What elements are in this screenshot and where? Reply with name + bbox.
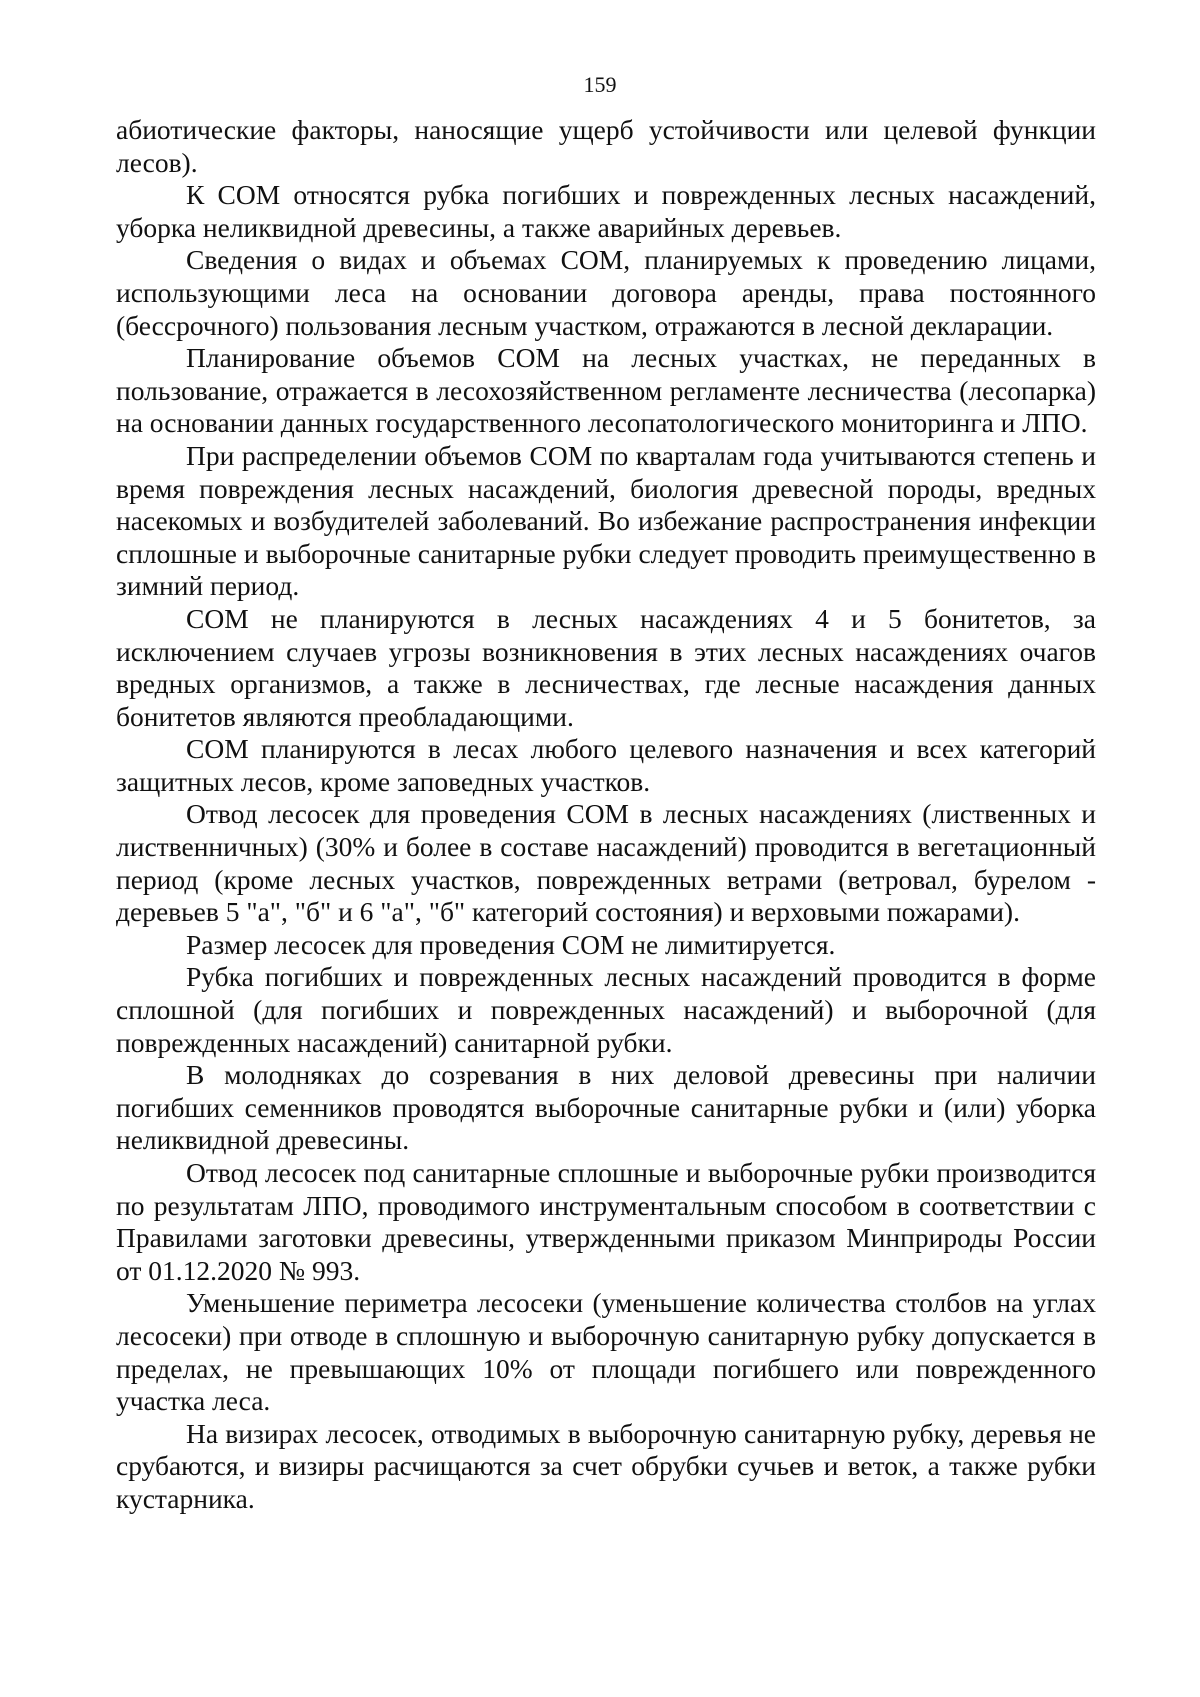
paragraph: К СОМ относятся рубка погибших и поврежденных лесных насаждений, уборка неликвидной древесины, а также аварийных деревьев. [116,179,1096,243]
paragraph: Планирование объемов СОМ на лесных участках, не переданных в пользование, отражается в лесохозяйственном регламенте лесничества (лесопарка) на основании данных государственного лесопатологического мониторинга и ЛПО. [116,342,1096,439]
paragraph: В молодняках до созревания в них деловой древесины при наличии погибших семенников проводятся выборочные санитарные рубки и (или) уборка неликвидной древесины. [116,1059,1096,1156]
paragraph: Отвод лесосек под санитарные сплошные и выборочные рубки производится по результатам ЛПО, проводимого инструментальным способом в соответствии с Правилами заготовки древесины, утвержденными приказом Минприроды России от 01.12.2020 № 993. [116,1157,1096,1286]
paragraph: Размер лесосек для проведения СОМ не лимитируется. [186,928,836,960]
paragraph: Сведения о видах и объемах СОМ, планируемых к проведению лицами, использующими леса на основании договора аренды, права постоянного (бессрочного) пользования лесным участком, отражаются в лесной декларации. [116,244,1096,341]
paragraph: Уменьшение периметра лесосеки (уменьшение количества столбов на углах лесосеки) при отводе в сплошную и выборочную санитарную рубку допускается в пределах, не превышающих 10% от площади погибшего или поврежденного участка леса. [116,1287,1096,1417]
document-body [116,114,1096,1516]
paragraph: При распределении объемов СОМ по кварталам года учитываются степень и время повреждения лесных насаждений, биология древесной породы, вредных насекомых и возбудителей заболеваний. Во избежание распространения инфекции сплошные и выборочные санитарные рубки следует проводить преимущественно в зимний период. [116,439,1096,602]
paragraph: СОМ не планируются в лесных насаждениях 4 и 5 бонитетов, за исключением случаев угрозы возникновения в этих лесных насаждениях очагов вредных организмов, а также в лесничествах, где лесные насаждения данных бонитетов являются преобладающими. [116,602,1096,732]
paragraph: На визирах лесосек, отводимых в выборочную санитарную рубку, деревья не срубаются, и визиры расчищаются за счет обрубки сучьев и веток, а также рубки кустарника. [116,1417,1096,1514]
page-number: 159 [583,72,617,97]
paragraph: абиотические факторы, наносящие ущерб устойчивости или целевой функции лесов). [116,114,1096,178]
paragraph: Рубка погибших и поврежденных лесных насаждений проводится в форме сплошной (для погибших и поврежденных насаждений) и выборочной (для поврежденных насаждений) санитарной рубки. [116,961,1096,1058]
paragraph: Отвод лесосек для проведения СОМ в лесных насаждениях (лиственных и лиственничных) (30% и более в составе насаждений) проводится в вегетационный период (кроме лесных участков, поврежденных ветрами (ветровал, бурелом - деревьев 5 "а", "б" и 6 "а", "б" категорий состояния) и верховыми пожарами). [116,798,1096,928]
paragraph: СОМ планируются в лесах любого целевого назначения и всех категорий защитных лесов, кроме заповедных участков. [116,733,1096,797]
